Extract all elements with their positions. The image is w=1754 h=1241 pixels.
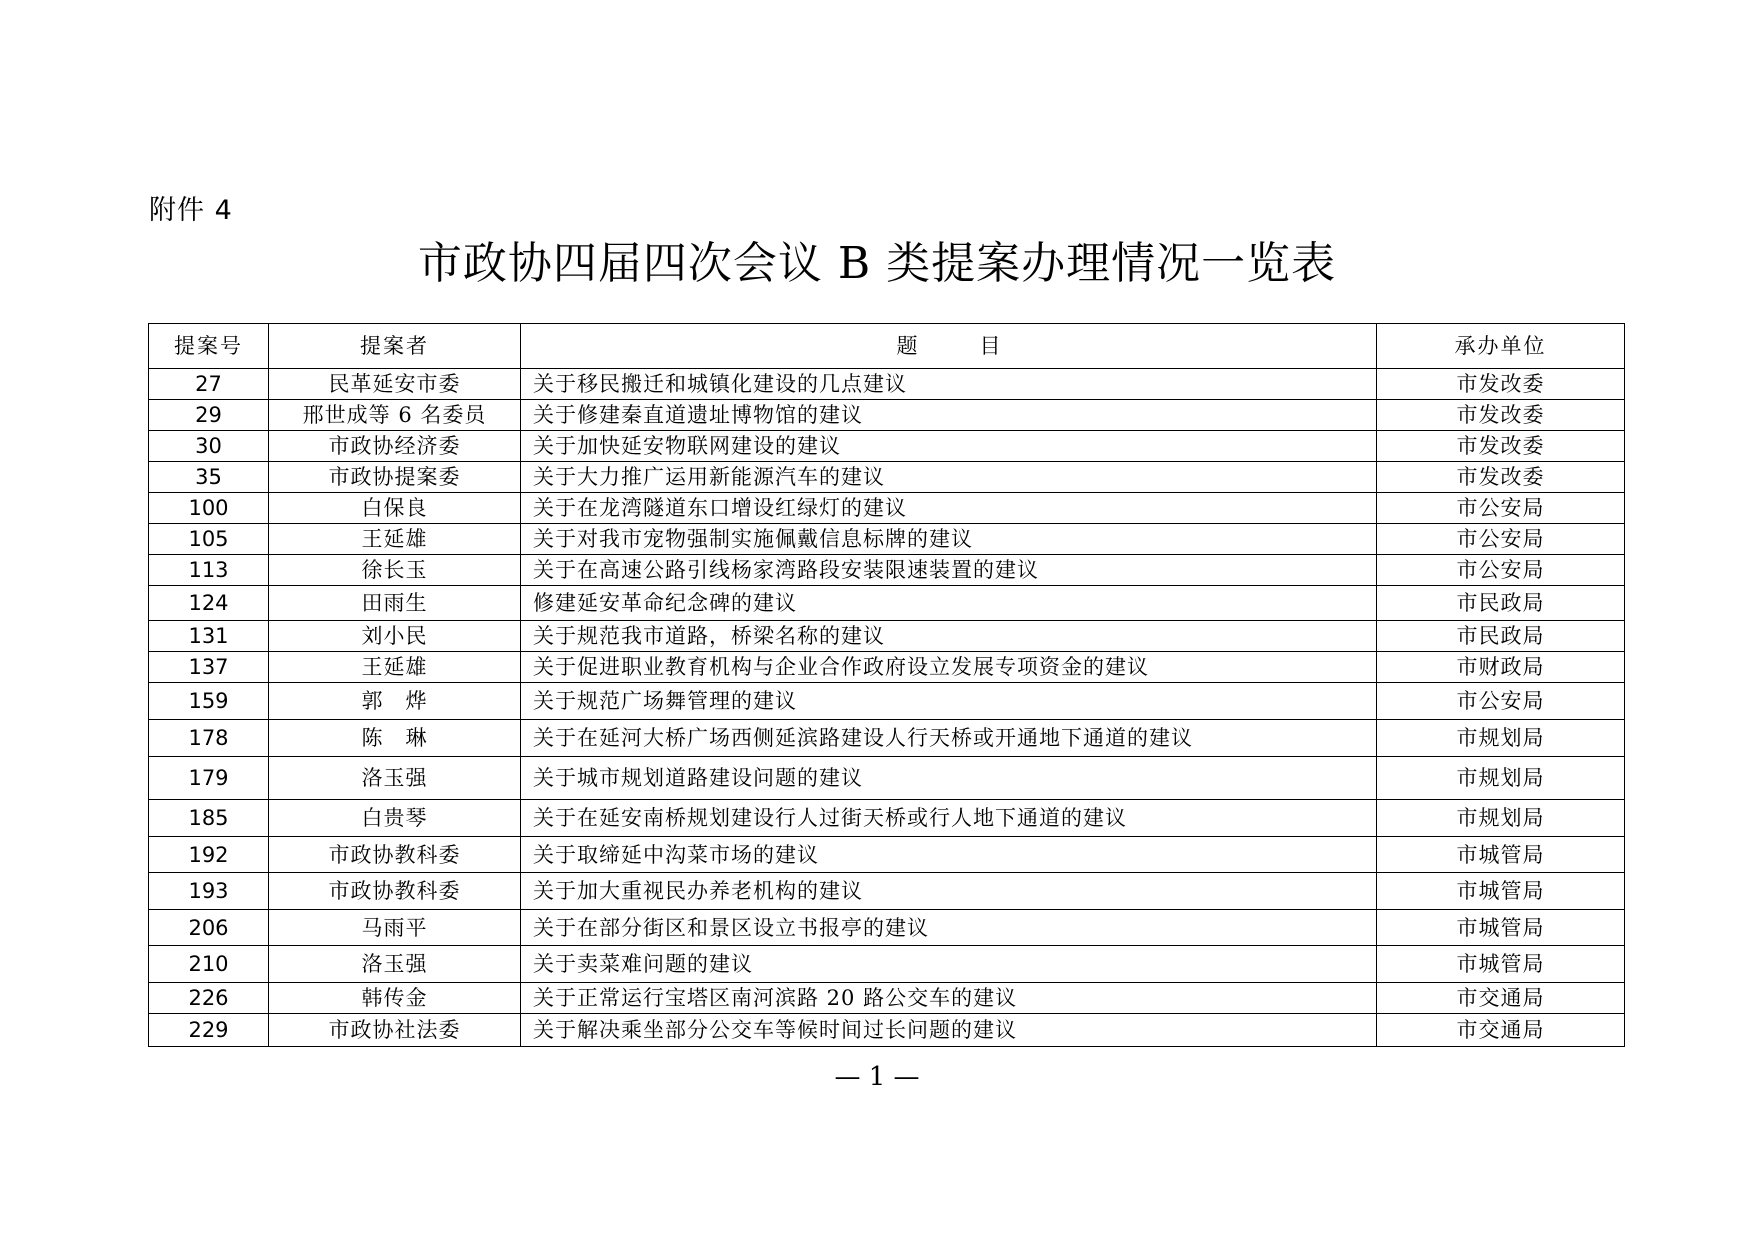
cell-proposer: 王延雄 [269, 524, 521, 555]
table-row [149, 369, 1625, 400]
cell-proposer: 陈 琳 [269, 720, 521, 757]
table-row [149, 586, 1625, 621]
cell-proposal-no: 29 [149, 400, 269, 431]
cell-undertaking-unit: 市规划局 [1377, 757, 1625, 800]
cell-undertaking-unit: 市财政局 [1377, 652, 1625, 683]
cell-proposer: 徐长玉 [269, 555, 521, 586]
cell-proposal-no: 100 [149, 493, 269, 524]
table-body [149, 369, 1625, 1047]
cell-proposal-no: 35 [149, 462, 269, 493]
cell-subject: 关于取缔延中沟菜市场的建议 [521, 837, 1377, 873]
cell-subject: 关于规范广场舞管理的建议 [521, 683, 1377, 720]
cell-subject: 关于在高速公路引线杨家湾路段安装限速装置的建议 [521, 555, 1377, 586]
cell-undertaking-unit: 市规划局 [1377, 800, 1625, 837]
table-row [149, 683, 1625, 720]
cell-proposal-no: 179 [149, 757, 269, 800]
cell-subject: 关于促进职业教育机构与企业合作政府设立发展专项资金的建议 [521, 652, 1377, 683]
cell-proposer: 市政协经济委 [269, 431, 521, 462]
table-row [149, 493, 1625, 524]
cell-proposal-no: 159 [149, 683, 269, 720]
table-row [149, 946, 1625, 983]
cell-proposer: 王延雄 [269, 652, 521, 683]
cell-subject: 关于正常运行宝塔区南河滨路 20 路公交车的建议 [521, 983, 1377, 1014]
table-row [149, 400, 1625, 431]
cell-undertaking-unit: 市公安局 [1377, 493, 1625, 524]
cell-undertaking-unit: 市城管局 [1377, 946, 1625, 983]
table-row [149, 910, 1625, 946]
cell-proposal-no: 193 [149, 873, 269, 910]
table-row [149, 983, 1625, 1014]
document-title: 市政协四届四次会议 B 类提案办理情况一览表 [417, 238, 1337, 289]
cell-proposer: 白保良 [269, 493, 521, 524]
table-row [149, 524, 1625, 555]
cell-subject: 关于城市规划道路建设问题的建议 [521, 757, 1377, 800]
cell-proposer: 民革延安市委 [269, 369, 521, 400]
cell-proposal-no: 178 [149, 720, 269, 757]
cell-proposal-no: 185 [149, 800, 269, 837]
cell-proposal-no: 131 [149, 621, 269, 652]
cell-proposal-no: 206 [149, 910, 269, 946]
cell-undertaking-unit: 市公安局 [1377, 555, 1625, 586]
cell-proposal-no: 27 [149, 369, 269, 400]
cell-proposal-no: 210 [149, 946, 269, 983]
cell-subject: 关于在龙湾隧道东口增设红绿灯的建议 [521, 493, 1377, 524]
table-row [149, 720, 1625, 757]
table-row [149, 873, 1625, 910]
cell-proposer: 郭 烨 [269, 683, 521, 720]
cell-proposer: 市政协教科委 [269, 837, 521, 873]
header-subject: 题目 [521, 324, 1377, 369]
table-row [149, 652, 1625, 683]
cell-subject: 关于移民搬迁和城镇化建设的几点建议 [521, 369, 1377, 400]
table-row [149, 1014, 1625, 1047]
cell-proposal-no: 226 [149, 983, 269, 1014]
cell-undertaking-unit: 市发改委 [1377, 431, 1625, 462]
table-row [149, 757, 1625, 800]
cell-undertaking-unit: 市民政局 [1377, 621, 1625, 652]
table-row [149, 431, 1625, 462]
cell-subject: 关于加大重视民办养老机构的建议 [521, 873, 1377, 910]
cell-proposer: 市政协提案委 [269, 462, 521, 493]
cell-subject: 关于解决乘坐部分公交车等候时间过长问题的建议 [521, 1014, 1377, 1047]
table-row [149, 555, 1625, 586]
cell-proposer: 市政协教科委 [269, 873, 521, 910]
cell-proposal-no: 105 [149, 524, 269, 555]
cell-proposal-no: 192 [149, 837, 269, 873]
table-row [149, 621, 1625, 652]
cell-subject: 修建延安革命纪念碑的建议 [521, 586, 1377, 621]
cell-proposal-no: 30 [149, 431, 269, 462]
cell-proposer: 刘小民 [269, 621, 521, 652]
cell-proposal-no: 113 [149, 555, 269, 586]
cell-proposer: 马雨平 [269, 910, 521, 946]
cell-undertaking-unit: 市交通局 [1377, 983, 1625, 1014]
cell-proposer: 白贵琴 [269, 800, 521, 837]
cell-undertaking-unit: 市规划局 [1377, 720, 1625, 757]
table-row [149, 462, 1625, 493]
cell-proposer: 韩传金 [269, 983, 521, 1014]
table-row [149, 800, 1625, 837]
table-row [149, 837, 1625, 873]
cell-subject: 关于大力推广运用新能源汽车的建议 [521, 462, 1377, 493]
cell-proposer: 市政协社法委 [269, 1014, 521, 1047]
proposal-table [148, 323, 1625, 1047]
cell-subject: 关于在延河大桥广场西侧延滨路建设人行天桥或开通地下通道的建议 [521, 720, 1377, 757]
cell-subject: 关于在延安南桥规划建设行人过街天桥或行人地下通道的建议 [521, 800, 1377, 837]
cell-subject: 关于在部分街区和景区设立书报亭的建议 [521, 910, 1377, 946]
cell-subject: 关于规范我市道路，桥梁名称的建议 [521, 621, 1377, 652]
cell-proposer: 邢世成等 6 名委员 [269, 400, 521, 431]
header-undertaking-unit: 承办单位 [1377, 324, 1625, 369]
cell-undertaking-unit: 市公安局 [1377, 524, 1625, 555]
cell-undertaking-unit: 市发改委 [1377, 369, 1625, 400]
header-proposal-no: 提案号 [149, 324, 269, 369]
cell-undertaking-unit: 市城管局 [1377, 873, 1625, 910]
cell-subject: 关于加快延安物联网建设的建议 [521, 431, 1377, 462]
cell-undertaking-unit: 市城管局 [1377, 910, 1625, 946]
cell-proposal-no: 229 [149, 1014, 269, 1047]
cell-undertaking-unit: 市发改委 [1377, 462, 1625, 493]
attachment-label: 附件 4 [149, 195, 233, 226]
header-proposer: 提案者 [269, 324, 521, 369]
cell-undertaking-unit: 市交通局 [1377, 1014, 1625, 1047]
cell-subject: 关于修建秦直道遗址博物馆的建议 [521, 400, 1377, 431]
cell-undertaking-unit: 市公安局 [1377, 683, 1625, 720]
cell-subject: 关于卖菜难问题的建议 [521, 946, 1377, 983]
cell-undertaking-unit: 市民政局 [1377, 586, 1625, 621]
cell-undertaking-unit: 市发改委 [1377, 400, 1625, 431]
cell-proposal-no: 137 [149, 652, 269, 683]
cell-subject: 关于对我市宠物强制实施佩戴信息标牌的建议 [521, 524, 1377, 555]
cell-proposer: 洛玉强 [269, 946, 521, 983]
cell-undertaking-unit: 市城管局 [1377, 837, 1625, 873]
cell-proposal-no: 124 [149, 586, 269, 621]
table-header-row [149, 324, 1625, 369]
cell-proposer: 田雨生 [269, 586, 521, 621]
page-number: — 1 — [834, 1062, 920, 1092]
cell-proposer: 洛玉强 [269, 757, 521, 800]
